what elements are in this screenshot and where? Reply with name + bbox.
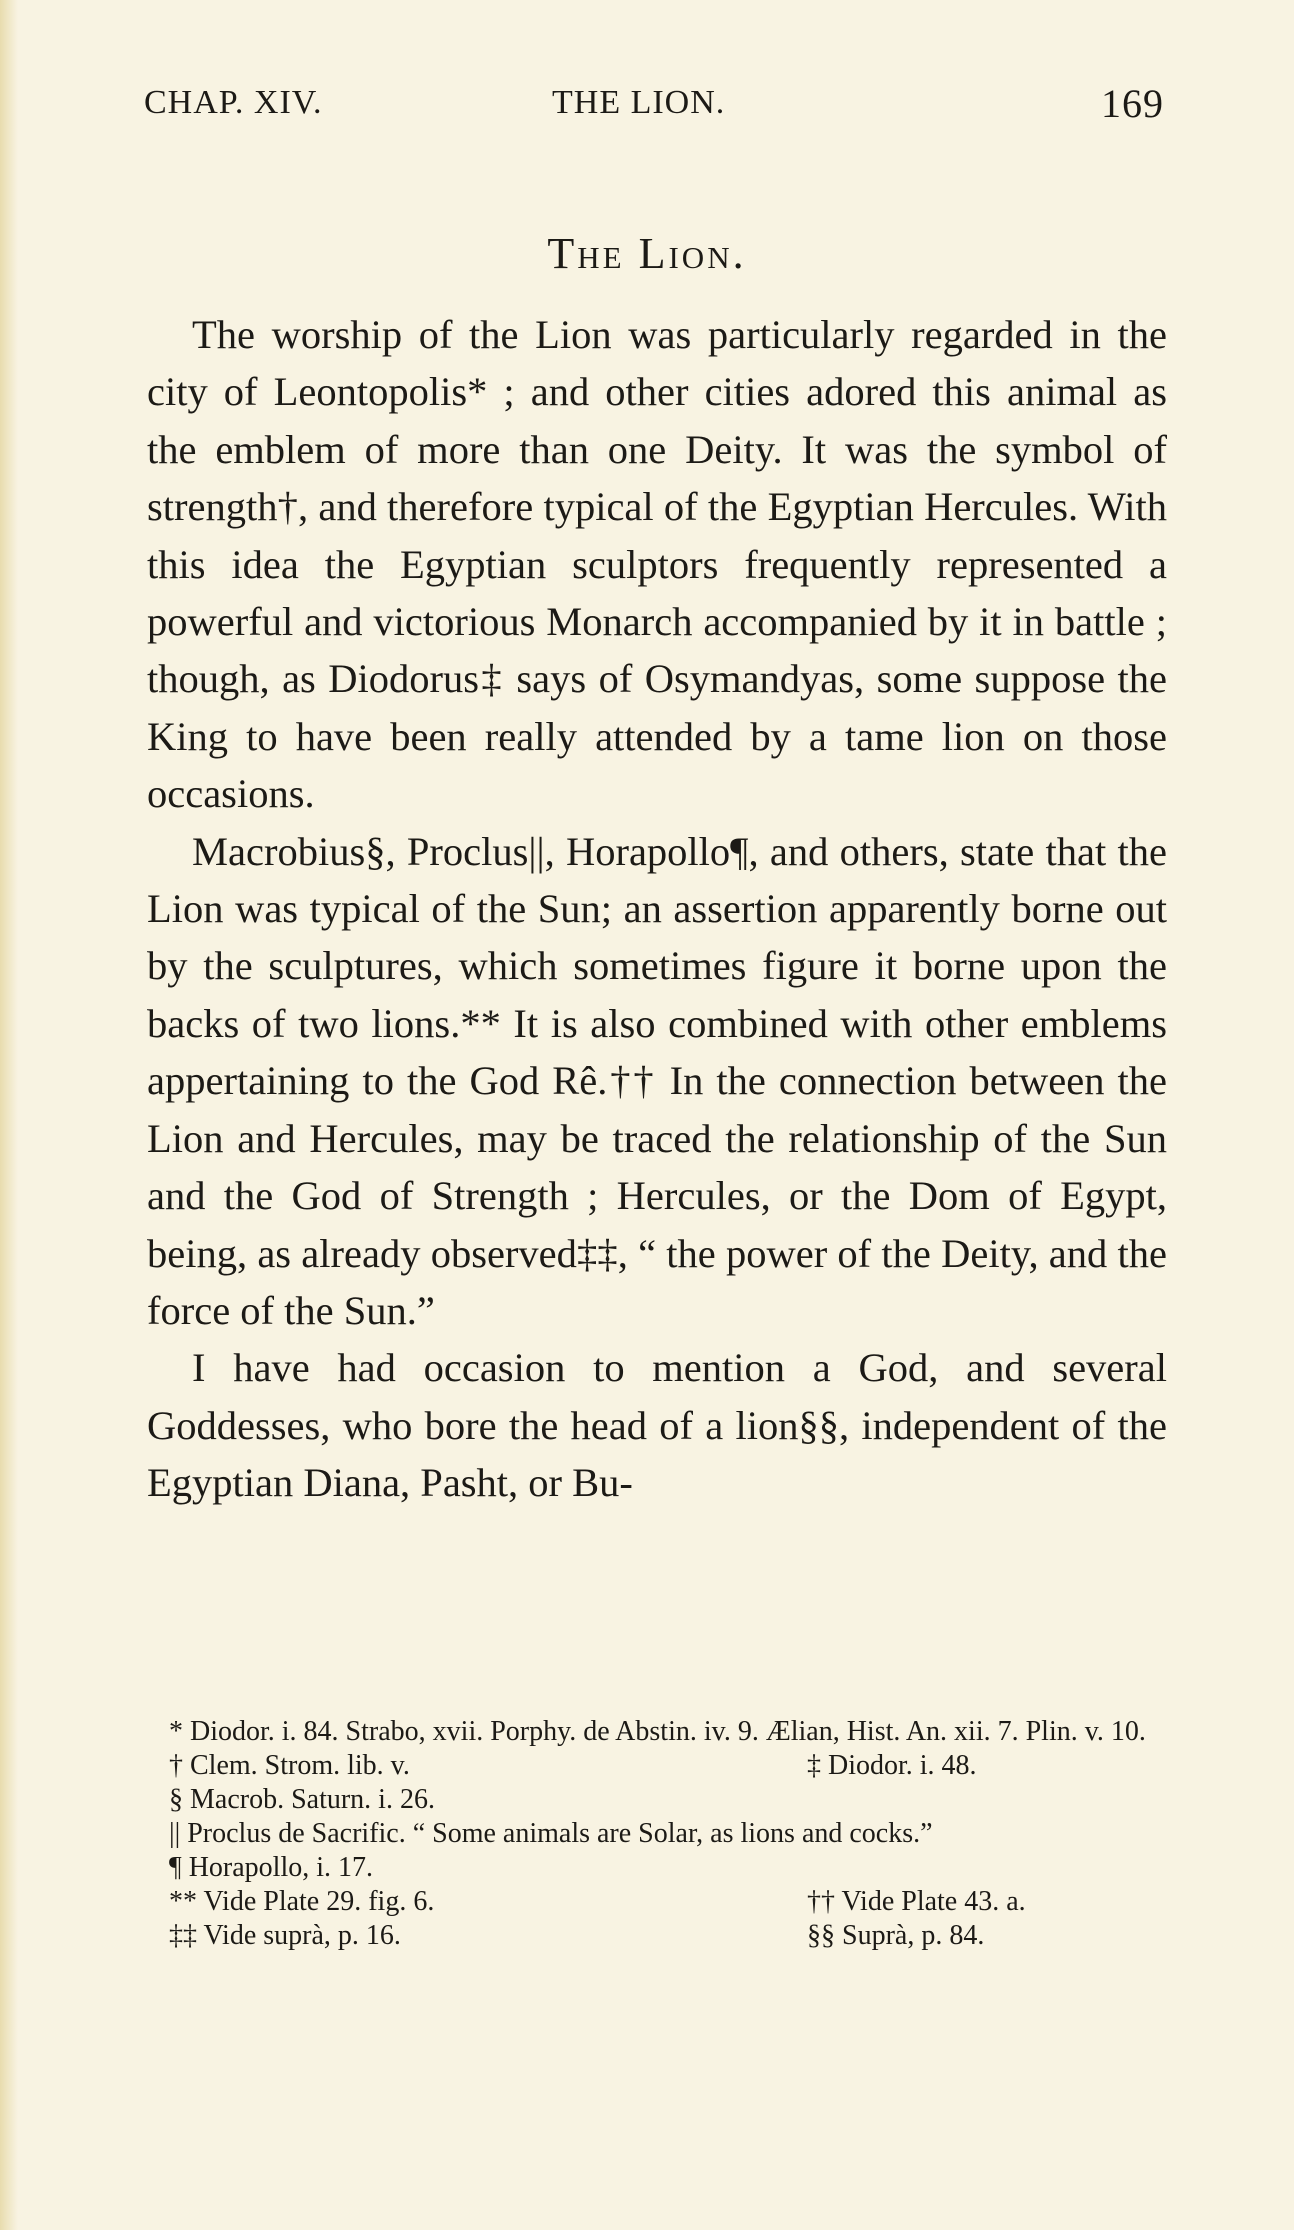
footnote-row [147, 1817, 1167, 1851]
footnote: † Clem. Strom. lib. v. [169, 1750, 410, 1781]
paragraph: I have had occasion to mention a God, and several Goddesses, who bore the head of a lion§§, independent of the Egyptian Diana, Pasht, or Bu- [147, 1345, 1167, 1506]
page-edge-shade [0, 0, 18, 2230]
footnote: §§ Suprà, p. 84. [807, 1920, 985, 1951]
paragraph: Macrobius§, Proclus||, Horapollo¶, and others, state that the Lion was typical of the Sun; an assertion apparently borne out by the sculptures, which sometimes figure it borne upon the backs of two lions.** It is also combined with other emblems appertaining to the God Rê.†† In the connection between the Lion and Hercules, may be traced the relationship of the Sun and the God of Strength ; Hercules, or the Dom of Egypt, being, as already observed‡‡, “ the power of the Deity, and the force of the Sun.” [147, 828, 1167, 1333]
footnote: ¶ Horapollo, i. 17. [169, 1852, 373, 1883]
footnote: †† Vide Plate 43. a. [807, 1886, 1026, 1917]
section-title: The Lion. [547, 229, 747, 278]
footnote-row [147, 1919, 1167, 1953]
chapter-label: CHAP. XIV. [144, 84, 323, 121]
footnote-row [147, 1851, 1167, 1885]
footnote: * Diodor. i. 84. Strabo, xvii. Porphy. de Abstin. iv. 9. Ælian, Hist. An. xii. 7. Plin. v. 10. [169, 1716, 1146, 1747]
footnote: ** Vide Plate 29. fig. 6. [169, 1886, 435, 1917]
footnote-row [147, 1749, 1167, 1783]
running-title: THE LION. [552, 84, 726, 121]
footnote: || Proclus de Sacrific. “ Some animals are Solar, as lions and cocks.” [169, 1818, 933, 1849]
footnote: § Macrob. Saturn. i. 26. [169, 1784, 435, 1815]
paragraph: The worship of the Lion was particularly regarded in the city of Leontopolis* ; and other cities adored this animal as the emblem of more than one Deity. It was the symbol of strength†, and therefore typical of the Egyptian Hercules. With this idea the Egyptian sculptors frequently represented a powerful and victorious Monarch accompanied by it in battle ; though, as Diodorus‡ says of Osymandyas, some suppose the King to have been really attended by a tame lion on those occasions. [147, 312, 1167, 817]
footnote-row [147, 1783, 1167, 1817]
page-header [144, 81, 1164, 144]
page-number: 169 [1101, 81, 1164, 126]
footnote-row [147, 1885, 1167, 1919]
footnote: ‡‡ Vide suprà, p. 16. [169, 1920, 401, 1951]
footnote: ‡ Diodor. i. 48. [807, 1750, 977, 1781]
footnotes [147, 1715, 1167, 1953]
body-text [147, 306, 1167, 1512]
